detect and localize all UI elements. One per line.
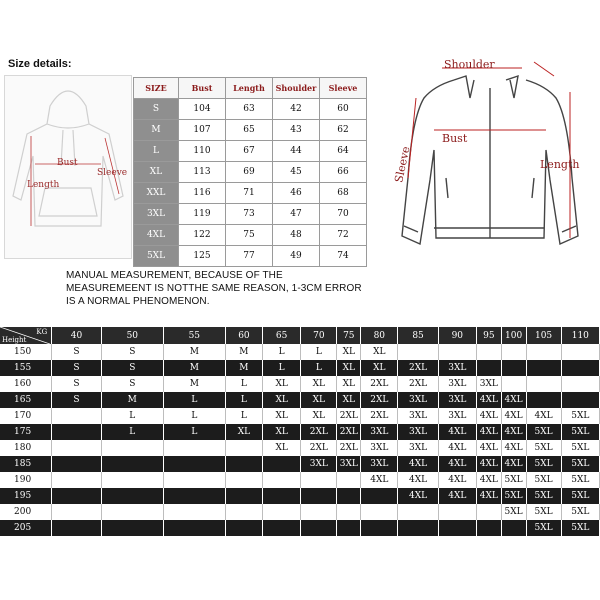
height-cell: 195 <box>0 488 52 504</box>
hoodie-length-label: Length <box>27 180 60 190</box>
recommended-size-cell: S <box>52 376 102 392</box>
recommended-size-cell: 5XL <box>561 504 599 520</box>
recommended-size-cell <box>52 408 102 424</box>
recommended-size-cell <box>263 488 301 504</box>
height-row <box>0 456 600 472</box>
measurement-cell: 49 <box>273 246 320 267</box>
recommended-size-cell: 2XL <box>337 408 361 424</box>
recommended-size-cell <box>337 472 361 488</box>
recommended-size-cell: 3XL <box>398 408 438 424</box>
recommended-size-cell: 4XL <box>398 488 438 504</box>
recommended-size-cell: L <box>163 392 225 408</box>
weight-height-table <box>0 327 600 536</box>
recommended-size-cell <box>438 344 476 360</box>
recommended-size-cell <box>561 360 599 376</box>
measurement-cell: 44 <box>273 141 320 162</box>
height-row <box>0 488 600 504</box>
recommended-size-cell <box>438 520 476 536</box>
measurement-cell: 70 <box>320 204 367 225</box>
recommended-size-cell <box>476 520 501 536</box>
measurement-cell: 122 <box>179 225 226 246</box>
size-cell: S <box>134 99 179 120</box>
recommended-size-cell: L <box>301 344 337 360</box>
measurement-cell: 66 <box>320 162 367 183</box>
recommended-size-cell: 2XL <box>301 424 337 440</box>
recommended-size-cell: XL <box>263 408 301 424</box>
size-details-title: Size details: <box>8 58 72 70</box>
measurement-cell: 72 <box>320 225 367 246</box>
measurement-cell: 48 <box>273 225 320 246</box>
recommended-size-cell: 3XL <box>438 392 476 408</box>
recommended-size-cell: 4XL <box>438 424 476 440</box>
recommended-size-cell: M <box>163 360 225 376</box>
recommended-size-cell <box>526 360 561 376</box>
recommended-size-cell <box>52 488 102 504</box>
recommended-size-cell <box>225 488 262 504</box>
recommended-size-cell: 2XL <box>398 376 438 392</box>
recommended-size-cell: 3XL <box>301 456 337 472</box>
height-cell: 150 <box>0 344 52 360</box>
recommended-size-cell: S <box>101 376 163 392</box>
measurement-cell: 113 <box>179 162 226 183</box>
recommended-size-cell: 5XL <box>561 520 599 536</box>
measurement-cell: 71 <box>226 183 273 204</box>
weight-header-cell: 55 <box>163 327 225 344</box>
recommended-size-cell: 4XL <box>476 440 501 456</box>
recommended-size-cell: 4XL <box>526 408 561 424</box>
recommended-size-cell: 5XL <box>501 504 526 520</box>
recommended-size-cell <box>101 472 163 488</box>
size-column-header: SIZE <box>134 78 179 99</box>
recommended-size-cell: 5XL <box>526 424 561 440</box>
recommended-size-cell: L <box>225 392 262 408</box>
recommended-size-cell: L <box>225 408 262 424</box>
size-cell: L <box>134 141 179 162</box>
recommended-size-cell <box>361 488 398 504</box>
measurement-cell: 45 <box>273 162 320 183</box>
size-table-row <box>134 204 367 225</box>
recommended-size-cell: M <box>225 344 262 360</box>
recommended-size-cell: 4XL <box>438 472 476 488</box>
size-cell: 5XL <box>134 246 179 267</box>
recommended-size-cell: L <box>101 408 163 424</box>
recommended-size-cell <box>398 520 438 536</box>
weight-header-cell: 50 <box>101 327 163 344</box>
recommended-size-cell <box>163 472 225 488</box>
recommended-size-cell <box>438 504 476 520</box>
height-row <box>0 472 600 488</box>
recommended-size-cell <box>526 344 561 360</box>
measurement-cell: 47 <box>273 204 320 225</box>
recommended-size-cell: 5XL <box>561 472 599 488</box>
recommended-size-cell <box>263 456 301 472</box>
recommended-size-cell: S <box>52 344 102 360</box>
size-cell: XL <box>134 162 179 183</box>
recommended-size-cell: 4XL <box>398 472 438 488</box>
recommended-size-cell <box>398 344 438 360</box>
recommended-size-cell: 5XL <box>526 456 561 472</box>
recommended-size-cell: 4XL <box>501 392 526 408</box>
height-cell: 175 <box>0 424 52 440</box>
recommended-size-cell <box>301 520 337 536</box>
size-table-row <box>134 120 367 141</box>
recommended-size-cell: S <box>101 344 163 360</box>
size-table-row <box>134 246 367 267</box>
height-cell: 185 <box>0 456 52 472</box>
height-cell: 165 <box>0 392 52 408</box>
height-row <box>0 504 600 520</box>
recommended-size-cell: 4XL <box>361 472 398 488</box>
recommended-size-cell: 5XL <box>501 488 526 504</box>
recommended-size-cell: 3XL <box>398 392 438 408</box>
size-cell: M <box>134 120 179 141</box>
recommended-size-cell: XL <box>263 424 301 440</box>
recommended-size-cell: 2XL <box>398 360 438 376</box>
height-row <box>0 360 600 376</box>
jacket-sleeve-label: Sleeve <box>392 145 413 184</box>
recommended-size-cell <box>263 504 301 520</box>
size-cell: 4XL <box>134 225 179 246</box>
height-row <box>0 344 600 360</box>
recommended-size-cell <box>526 392 561 408</box>
recommended-size-cell: L <box>225 376 262 392</box>
recommended-size-cell: 2XL <box>337 440 361 456</box>
weight-header-cell: 90 <box>438 327 476 344</box>
size-table-header-row <box>134 78 367 99</box>
recommended-size-cell <box>163 504 225 520</box>
size-chart-table <box>133 77 367 267</box>
hoodie-diagram <box>4 75 132 259</box>
size-table-row <box>134 141 367 162</box>
table-corner-cell <box>0 327 52 344</box>
recommended-size-cell: 3XL <box>361 440 398 456</box>
recommended-size-cell <box>337 520 361 536</box>
recommended-size-cell <box>52 456 102 472</box>
recommended-size-cell <box>476 344 501 360</box>
recommended-size-cell <box>561 344 599 360</box>
recommended-size-cell <box>52 504 102 520</box>
recommended-size-cell: 4XL <box>438 440 476 456</box>
hoodie-bust-label: Bust <box>57 158 78 168</box>
measurement-cell: 69 <box>226 162 273 183</box>
recommended-size-cell: 2XL <box>361 408 398 424</box>
recommended-size-cell <box>163 520 225 536</box>
weight-header-row <box>0 327 600 344</box>
recommended-size-cell <box>163 440 225 456</box>
recommended-size-cell: 4XL <box>438 488 476 504</box>
size-table-row <box>134 99 367 120</box>
recommended-size-cell: M <box>101 392 163 408</box>
recommended-size-cell: 3XL <box>438 376 476 392</box>
weight-header-cell: 85 <box>398 327 438 344</box>
recommended-size-cell: 5XL <box>561 456 599 472</box>
measurement-cell: 74 <box>320 246 367 267</box>
size-table-row <box>134 183 367 204</box>
recommended-size-cell <box>337 488 361 504</box>
measurement-cell: 67 <box>226 141 273 162</box>
size-table-row <box>134 225 367 246</box>
recommended-size-cell: XL <box>225 424 262 440</box>
jacket-length-label: Length <box>540 158 580 171</box>
recommended-size-cell <box>163 488 225 504</box>
measurement-note: MANUAL MEASUREMENT, BECAUSE OF THE MEASUREMEENT IS NOTTHE SAME REASON, 1-3CM ERROR IS A NORMAL PHENOMENON. <box>66 270 362 307</box>
recommended-size-cell: 3XL <box>398 440 438 456</box>
recommended-size-cell: 2XL <box>337 424 361 440</box>
measurement-cell: 125 <box>179 246 226 267</box>
recommended-size-cell <box>337 504 361 520</box>
corner-kg-label: KG <box>36 328 48 336</box>
length-column-header: Length <box>226 78 273 99</box>
height-cell: 180 <box>0 440 52 456</box>
recommended-size-cell <box>361 504 398 520</box>
recommended-size-cell: 3XL <box>476 376 501 392</box>
recommended-size-cell: 5XL <box>561 488 599 504</box>
recommended-size-cell <box>301 504 337 520</box>
recommended-size-cell: 4XL <box>476 408 501 424</box>
recommended-size-cell: L <box>263 344 301 360</box>
measurement-cell: 75 <box>226 225 273 246</box>
height-cell: 205 <box>0 520 52 536</box>
weight-header-cell: 80 <box>361 327 398 344</box>
recommended-size-cell: 3XL <box>361 424 398 440</box>
recommended-size-cell: 4XL <box>398 456 438 472</box>
recommended-size-cell: XL <box>263 376 301 392</box>
recommended-size-cell: XL <box>301 392 337 408</box>
recommended-size-cell <box>526 376 561 392</box>
recommended-size-cell <box>501 520 526 536</box>
jacket-bust-label: Bust <box>442 132 468 145</box>
recommended-size-cell: 3XL <box>438 408 476 424</box>
recommended-size-cell <box>398 504 438 520</box>
recommended-size-cell: L <box>163 408 225 424</box>
recommended-size-cell: 5XL <box>526 520 561 536</box>
measurement-cell: 104 <box>179 99 226 120</box>
recommended-size-cell: XL <box>337 360 361 376</box>
recommended-size-cell <box>561 376 599 392</box>
recommended-size-cell <box>101 504 163 520</box>
measurement-cell: 110 <box>179 141 226 162</box>
recommended-size-cell: XL <box>263 440 301 456</box>
measurement-cell: 42 <box>273 99 320 120</box>
recommended-size-cell: L <box>163 424 225 440</box>
measurement-cell: 68 <box>320 183 367 204</box>
measurement-cell: 107 <box>179 120 226 141</box>
recommended-size-cell <box>225 456 262 472</box>
recommended-size-cell: 3XL <box>337 456 361 472</box>
height-row <box>0 424 600 440</box>
recommended-size-cell: 5XL <box>561 424 599 440</box>
recommended-size-cell <box>301 472 337 488</box>
height-row <box>0 520 600 536</box>
corner-height-label: Height <box>2 336 27 344</box>
height-cell: 200 <box>0 504 52 520</box>
recommended-size-cell: 5XL <box>526 488 561 504</box>
recommended-size-cell: XL <box>263 392 301 408</box>
measurement-cell: 64 <box>320 141 367 162</box>
height-cell: 170 <box>0 408 52 424</box>
recommended-size-cell: M <box>163 376 225 392</box>
recommended-size-cell <box>52 440 102 456</box>
recommended-size-cell: S <box>101 360 163 376</box>
height-cell: 160 <box>0 376 52 392</box>
measurement-cell: 46 <box>273 183 320 204</box>
measurement-cell: 63 <box>226 99 273 120</box>
recommended-size-cell: 4XL <box>476 456 501 472</box>
recommended-size-cell: XL <box>337 392 361 408</box>
recommended-size-cell <box>163 456 225 472</box>
weight-header-cell: 75 <box>337 327 361 344</box>
recommended-size-cell: 4XL <box>501 440 526 456</box>
recommended-size-cell <box>101 456 163 472</box>
weight-header-cell: 65 <box>263 327 301 344</box>
recommended-size-cell: 2XL <box>361 376 398 392</box>
weight-header-cell: 100 <box>501 327 526 344</box>
recommended-size-cell: XL <box>301 376 337 392</box>
recommended-size-cell <box>101 440 163 456</box>
recommended-size-cell: 4XL <box>476 392 501 408</box>
recommended-size-cell: 2XL <box>361 392 398 408</box>
recommended-size-cell: L <box>263 360 301 376</box>
recommended-size-cell <box>225 440 262 456</box>
recommended-size-cell: 5XL <box>501 472 526 488</box>
recommended-size-cell: XL <box>337 376 361 392</box>
recommended-size-cell: XL <box>361 344 398 360</box>
recommended-size-cell <box>225 504 262 520</box>
weight-header-cell: 110 <box>561 327 599 344</box>
recommended-size-cell <box>301 488 337 504</box>
recommended-size-cell: L <box>101 424 163 440</box>
measurement-cell: 116 <box>179 183 226 204</box>
size-cell: 3XL <box>134 204 179 225</box>
recommended-size-cell: 4XL <box>476 472 501 488</box>
weight-header-cell: 95 <box>476 327 501 344</box>
weight-header-cell: 40 <box>52 327 102 344</box>
recommended-size-cell <box>501 376 526 392</box>
recommended-size-cell: 4XL <box>501 424 526 440</box>
height-row <box>0 408 600 424</box>
jacket-diagram <box>394 58 598 262</box>
measurement-cell: 65 <box>226 120 273 141</box>
recommended-size-cell: L <box>301 360 337 376</box>
size-cell: XXL <box>134 183 179 204</box>
recommended-size-cell: 5XL <box>561 440 599 456</box>
height-cell: 190 <box>0 472 52 488</box>
recommended-size-cell: 5XL <box>526 504 561 520</box>
measurement-cell: 77 <box>226 246 273 267</box>
recommended-size-cell: 3XL <box>438 360 476 376</box>
recommended-size-cell <box>101 520 163 536</box>
recommended-size-cell: 2XL <box>301 440 337 456</box>
recommended-size-cell: M <box>225 360 262 376</box>
sleeve-column-header: Sleeve <box>320 78 367 99</box>
recommended-size-cell: XL <box>301 408 337 424</box>
recommended-size-cell <box>263 472 301 488</box>
recommended-size-cell <box>101 488 163 504</box>
recommended-size-cell <box>52 520 102 536</box>
recommended-size-cell: 3XL <box>361 456 398 472</box>
height-cell: 155 <box>0 360 52 376</box>
height-row <box>0 376 600 392</box>
size-table-row <box>134 162 367 183</box>
recommended-size-cell: 4XL <box>438 456 476 472</box>
recommended-size-cell: S <box>52 360 102 376</box>
weight-header-cell: 60 <box>225 327 262 344</box>
measurement-cell: 43 <box>273 120 320 141</box>
recommended-size-cell <box>476 504 501 520</box>
recommended-size-cell: XL <box>337 344 361 360</box>
weight-header-cell: 105 <box>526 327 561 344</box>
recommended-size-cell <box>501 360 526 376</box>
recommended-size-cell <box>476 360 501 376</box>
recommended-size-cell <box>225 472 262 488</box>
shoulder-column-header: Shoulder <box>273 78 320 99</box>
weight-header-cell: 70 <box>301 327 337 344</box>
recommended-size-cell: 3XL <box>398 424 438 440</box>
recommended-size-cell: 5XL <box>526 472 561 488</box>
jacket-shoulder-label: Shoulder <box>444 58 495 71</box>
measurement-cell: 119 <box>179 204 226 225</box>
height-row <box>0 440 600 456</box>
recommended-size-cell <box>225 520 262 536</box>
recommended-size-cell: S <box>52 392 102 408</box>
recommended-size-cell: 5XL <box>526 440 561 456</box>
recommended-size-cell: 4XL <box>501 456 526 472</box>
measurement-cell: 73 <box>226 204 273 225</box>
measurement-cell: 62 <box>320 120 367 141</box>
measurement-cell: 60 <box>320 99 367 120</box>
height-row <box>0 392 600 408</box>
recommended-size-cell <box>52 472 102 488</box>
recommended-size-cell: XL <box>361 360 398 376</box>
recommended-size-cell <box>52 424 102 440</box>
recommended-size-cell <box>361 520 398 536</box>
recommended-size-cell: 4XL <box>476 488 501 504</box>
recommended-size-cell: 4XL <box>476 424 501 440</box>
recommended-size-cell <box>263 520 301 536</box>
hoodie-sleeve-label: Sleeve <box>97 168 128 178</box>
recommended-size-cell <box>501 344 526 360</box>
bust-column-header: Bust <box>179 78 226 99</box>
recommended-size-cell: M <box>163 344 225 360</box>
recommended-size-cell: 4XL <box>501 408 526 424</box>
recommended-size-cell: 5XL <box>561 408 599 424</box>
recommended-size-cell <box>561 392 599 408</box>
